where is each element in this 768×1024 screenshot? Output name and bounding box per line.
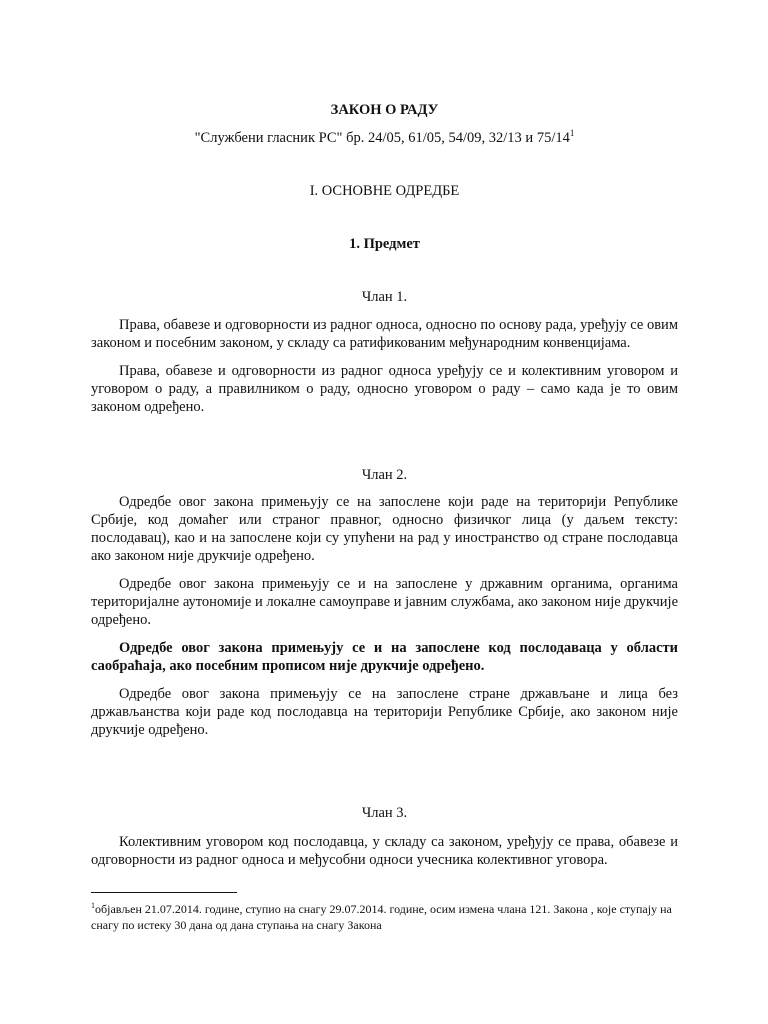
- article-3-body: [91, 833, 678, 879]
- gazette-text: "Службени гласник РС" бр. 24/05, 61/05, 54/09, 32/13 и 75/14: [194, 130, 570, 146]
- article-1-body: [91, 316, 678, 426]
- article-1-paragraph-2: Права, обавезе и одговорности из радног односа уређују се и колективним уговором и уговором о раду, а правилником о раду, односно уговором о раду – само када је то овим законом одређено.: [91, 363, 678, 415]
- article-2-paragraph-2: Одредбе овог закона примењују се и на запослене у државним органима, органима територијалне аутономије и локалне самоуправе и јавним службама, ако законом није друкчије одређено.: [91, 576, 679, 628]
- article-2-paragraph-4: Одредбе овог закона примењују се на запослене стране држављане и лица без држављанства који раде код послодавца на територији Републике Србије, ако законом није друкчије одређено.: [91, 686, 678, 738]
- document-title: ЗАКОН О РАДУ: [330, 102, 439, 118]
- article-3-paragraph-1: Колективним уговором код послодавца, у складу са законом, уређују се права, обавезе и одговорности из радног односа и међусобни односи учесника колективног уговора.: [91, 834, 678, 868]
- gazette-reference: [91, 128, 678, 147]
- chapter-heading: I. ОСНОВНЕ ОДРЕДБЕ: [309, 183, 460, 199]
- footnote-text: објављен 21.07.2014. године, ступио на снагу 29.07.2014. године, осим измена члана 121. Закона , које ступају на снагу по истеку 30 дана од дана ступања на снагу Закона: [91, 902, 672, 932]
- article-2-title: Члан 2.: [361, 467, 408, 483]
- gazette-footnote-mark: 1: [569, 128, 575, 138]
- section-heading: 1. Предмет: [349, 236, 420, 252]
- article-1-paragraph-1: Права, обавезе и одговорности из радног односа, односно по основу рада, уређују се овим законом и посебним законом, у складу са ратификованим међународним конвенцијама.: [91, 317, 678, 351]
- footnote: [91, 898, 678, 933]
- article-1-title: Члан 1.: [361, 289, 408, 305]
- article-3-title: Члан 3.: [361, 805, 408, 821]
- article-2-paragraph-3: Одредбе овог закона примењују се и на запослене код послодаваца у области саобраћаја, ако посебним прописом није друкчије одређено.: [91, 640, 678, 674]
- footnote-mark: 1: [91, 901, 95, 910]
- article-2-body: [91, 493, 678, 749]
- article-2-paragraph-1: Одредбе овог закона примењују се на запослене који раде на територији Републике Србије, код домаћег или страног правног, односно физичког лица (у даљем тексту: послодавац), као и на запослене који су упућени на рад у иностранство од стране послодавца ако законом није друкчије одређено.: [91, 494, 678, 564]
- document-page: [91, 0, 678, 1024]
- footnote-separator: [91, 892, 237, 893]
